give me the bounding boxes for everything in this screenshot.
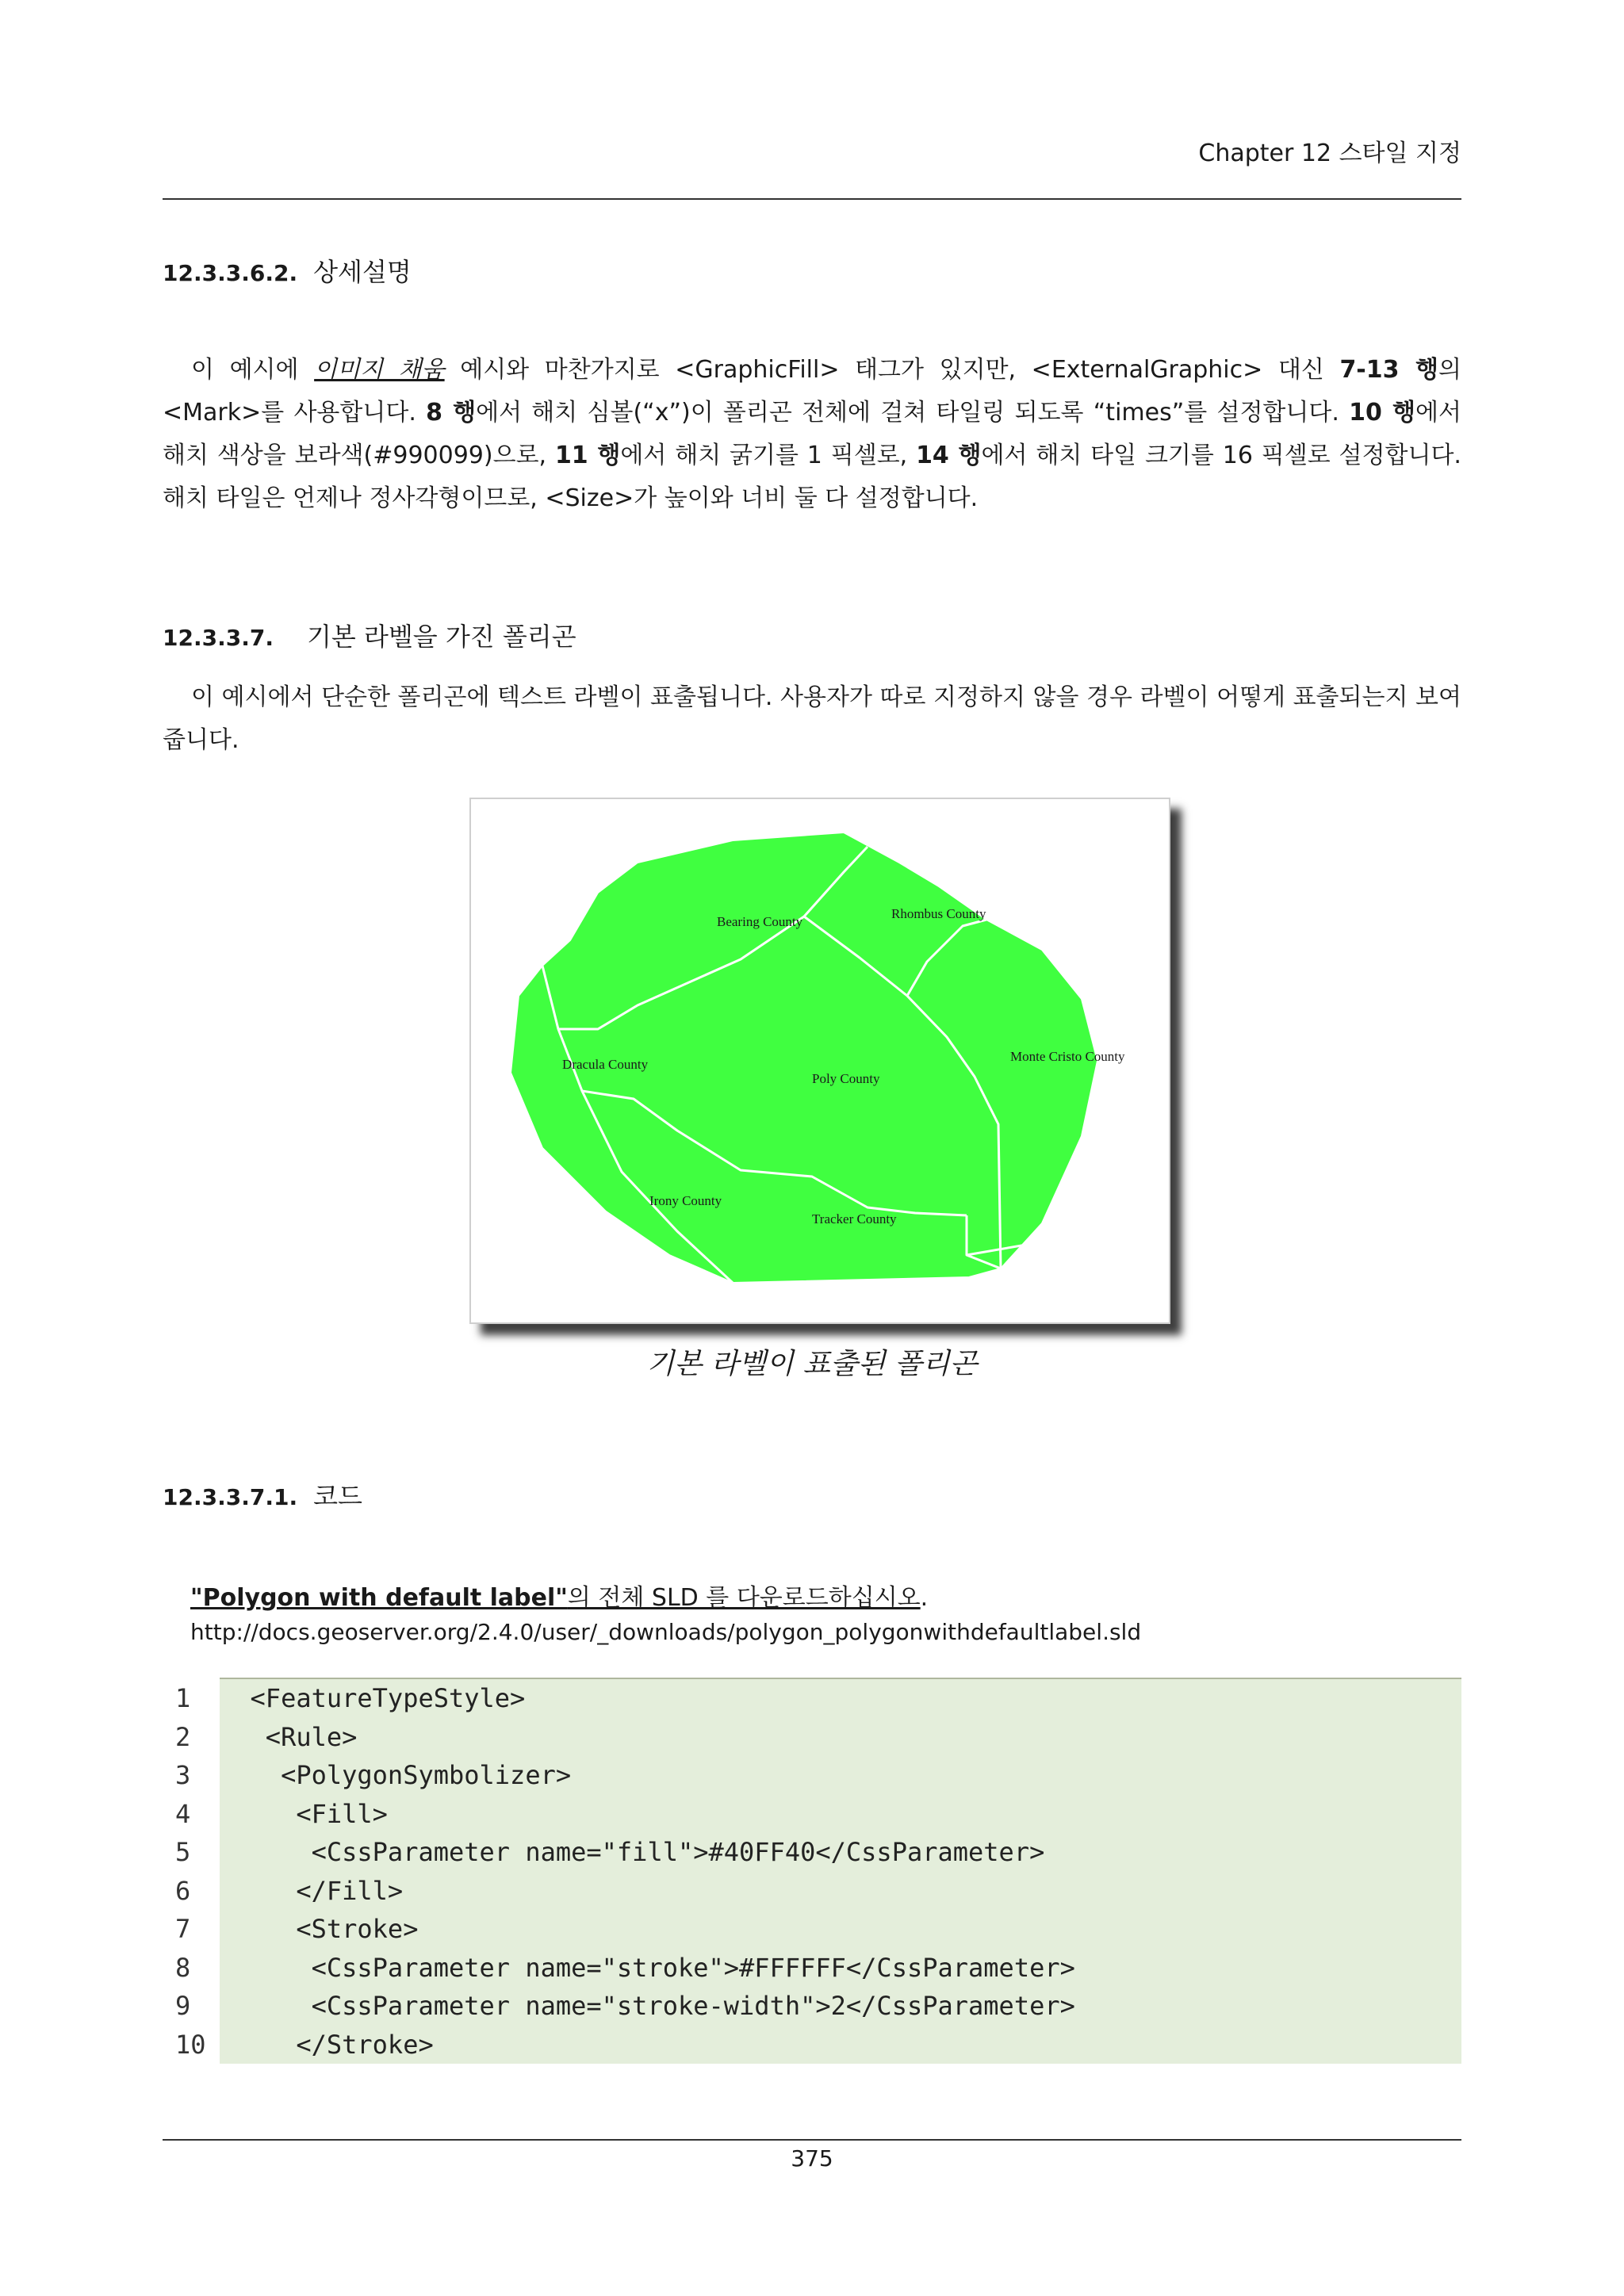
code-line xyxy=(163,1872,1461,1911)
running-header: Chapter 12 스타일 지정 xyxy=(1198,140,1461,167)
code-text: <PolygonSymbolizer> xyxy=(220,1756,1461,1795)
label-dracula-county: Dracula County xyxy=(562,1057,649,1072)
code-text: <CssParameter name="stroke-width">2</CssParameter> xyxy=(220,1987,1461,2026)
label-rhombus-county: Rhombus County xyxy=(891,906,986,921)
line-number: 10 xyxy=(175,2029,206,2060)
code-line xyxy=(163,1679,1461,1718)
label-bearing-county: Bearing County xyxy=(717,914,803,929)
line-number: 9 xyxy=(175,1991,191,2022)
section-number: 12.3.3.7.1. xyxy=(163,1484,298,1510)
download-url[interactable]: http://docs.geoserver.org/2.4.0/user/_downloads/polygon_polygonwithdefaultlabel.sld xyxy=(190,1619,1142,1645)
code-text: <Rule> xyxy=(220,1718,1461,1757)
line-number: 2 xyxy=(175,1721,191,1752)
line-ref: 10 행 xyxy=(1349,399,1416,427)
cross-reference[interactable]: 이미지 채움 xyxy=(314,356,445,384)
line-number: 1 xyxy=(175,1683,191,1714)
page-number: 375 xyxy=(791,2145,833,2172)
header-divider xyxy=(163,198,1461,200)
text-run: 예시와 마찬가지로 <GraphicFill> 태그가 있지만, <ExternalGraphic> 대신 xyxy=(444,356,1340,384)
text-run: 의 <Mark>를 사용합니다. xyxy=(163,356,1461,427)
label-poly-county: Poly County xyxy=(812,1071,880,1086)
text-run: 이 예시에 xyxy=(191,356,315,384)
code-text: <FeatureTypeStyle> xyxy=(220,1679,1461,1718)
section-number: 12.3.3.7. xyxy=(163,625,274,651)
download-link[interactable]: "Polygon with default label"의 전체 SLD 를 다운로드하십시오. xyxy=(190,1584,929,1612)
section-heading-default-label xyxy=(163,617,576,653)
line-number: 8 xyxy=(175,1952,191,1983)
line-number: 7 xyxy=(175,1914,191,1945)
section-title: 코드 xyxy=(313,1481,362,1511)
code-lines xyxy=(163,1679,1461,2064)
detail-paragraph xyxy=(163,349,1461,520)
line-ref: 14 행 xyxy=(916,442,982,469)
code-line xyxy=(163,1987,1461,2026)
code-text: </Fill> xyxy=(220,1872,1461,1911)
label-monte-cristo-county: Monte Cristo County xyxy=(1010,1049,1125,1064)
code-line xyxy=(163,1718,1461,1757)
section-number: 12.3.3.6.2. xyxy=(163,260,298,286)
code-line xyxy=(163,1795,1461,1834)
line-ref: 8 행 xyxy=(426,399,477,427)
label-tracker-county: Tracker County xyxy=(812,1211,897,1226)
download-link-text[interactable]: "Polygon with default label"의 전체 SLD 를 다운로드하십시오 xyxy=(190,1584,921,1612)
section-heading-detail xyxy=(163,252,412,289)
text-run: 에서 해치 타일 크기를 16 픽셀로 설정합니다. 해치 타일은 언제나 정사각형이므로, <Size>가 높이와 너비 둘 다 설정합니다. xyxy=(163,442,1461,512)
code-line xyxy=(163,2026,1461,2064)
code-listing xyxy=(163,1678,1461,2064)
text-run: 에서 해치 색상을 보라색(#990099)으로, xyxy=(163,399,1461,469)
text-run: 에서 해치 심볼(“x”)이 폴리곤 전체에 걸쳐 타일링 되도록 “times”를 설정합니다. xyxy=(476,399,1350,427)
intro-paragraph: 이 예시에서 단순한 폴리곤에 텍스트 라벨이 표출됩니다. 사용자가 따로 지정하지 않을 경우 라벨이 어떻게 표출되는지 보여줍니다. xyxy=(163,683,1461,754)
line-number: 3 xyxy=(175,1760,191,1791)
code-text: <CssParameter name="stroke">#FFFFFF</CssParameter> xyxy=(220,1949,1461,1988)
line-ref: 11 행 xyxy=(554,442,621,469)
line-number: 4 xyxy=(175,1798,191,1829)
code-text: <CssParameter name="fill">#40FF40</CssParameter> xyxy=(220,1833,1461,1872)
line-ref: 7-13 행 xyxy=(1339,356,1438,384)
code-line xyxy=(163,1833,1461,1872)
section-title: 기본 라벨을 가진 폴리곤 xyxy=(306,622,576,652)
section-heading-code xyxy=(163,1476,362,1513)
code-line xyxy=(163,1949,1461,1988)
section-title: 상세설명 xyxy=(313,257,412,287)
label-irony-county: Irony County xyxy=(649,1193,722,1208)
map-figure xyxy=(469,798,1170,1324)
figure-caption: 기본 라벨이 표출된 폴리곤 xyxy=(646,1348,978,1380)
line-number: 6 xyxy=(175,1875,191,1906)
text-run: 에서 해치 굵기를 1 픽셀로, xyxy=(620,442,917,469)
footer-divider xyxy=(163,2139,1461,2141)
code-text: <Fill> xyxy=(220,1795,1461,1834)
code-line xyxy=(163,1756,1461,1795)
code-line xyxy=(163,1910,1461,1949)
line-number: 5 xyxy=(175,1837,191,1868)
code-text: <Stroke> xyxy=(220,1910,1461,1949)
polygon-map xyxy=(471,799,1169,1322)
code-text: </Stroke> xyxy=(220,2026,1461,2064)
